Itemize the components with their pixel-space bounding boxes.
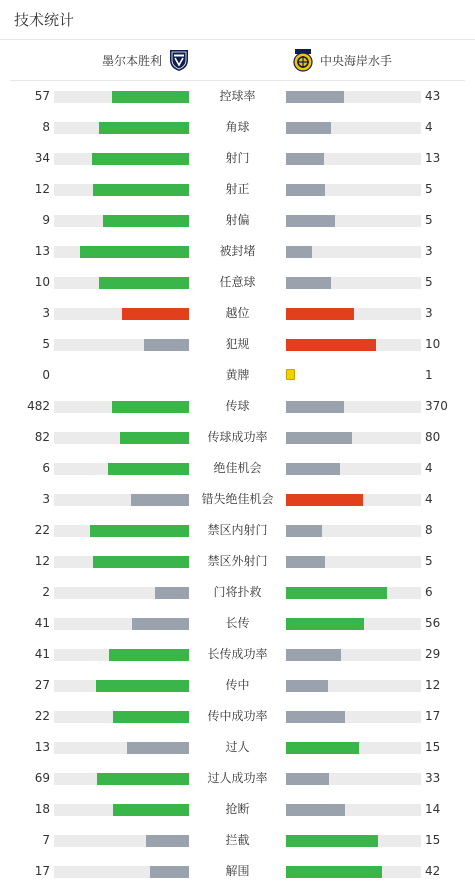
home-bar-fill bbox=[96, 680, 189, 692]
away-bar-fill bbox=[286, 184, 325, 196]
stat-label: 门将扑救 bbox=[213, 585, 262, 599]
away-bar-fill bbox=[286, 835, 378, 847]
home-bar-fill bbox=[112, 91, 189, 103]
away-bar-track bbox=[286, 339, 421, 351]
away-bar-track bbox=[286, 246, 421, 258]
stat-label: 任意球 bbox=[219, 275, 256, 289]
away-bar-track bbox=[286, 649, 421, 661]
stat-row bbox=[0, 329, 475, 360]
home-value: 27 bbox=[34, 678, 50, 692]
home-bar-fill bbox=[103, 215, 189, 227]
stat-row bbox=[0, 267, 475, 298]
stat-label: 角球 bbox=[225, 120, 250, 134]
home-bar-track bbox=[54, 277, 189, 289]
home-bar-fill bbox=[132, 618, 189, 630]
stat-label: 拦截 bbox=[225, 833, 250, 847]
home-bar-fill bbox=[127, 742, 189, 754]
away-value: 4 bbox=[425, 120, 433, 134]
away-value: 33 bbox=[425, 771, 441, 785]
home-bar-fill bbox=[146, 835, 189, 847]
stat-label: 越位 bbox=[225, 306, 250, 320]
away-bar-track bbox=[286, 680, 421, 692]
central-coast-mariners-logo-icon bbox=[292, 48, 314, 72]
away-value: 5 bbox=[425, 213, 433, 227]
away-bar-fill bbox=[286, 215, 335, 227]
away-bar-fill bbox=[286, 804, 345, 816]
home-bar-track bbox=[54, 866, 189, 878]
stat-row bbox=[0, 546, 475, 577]
home-bar-fill bbox=[112, 401, 189, 413]
home-bar-fill bbox=[90, 525, 189, 537]
away-value: 5 bbox=[425, 554, 433, 568]
away-value: 17 bbox=[425, 709, 441, 723]
home-value: 13 bbox=[34, 244, 50, 258]
away-bar-track bbox=[286, 587, 421, 599]
home-bar-track bbox=[54, 587, 189, 599]
stat-label: 长传 bbox=[225, 616, 250, 630]
home-bar-track bbox=[54, 215, 189, 227]
away-value: 4 bbox=[425, 461, 433, 475]
away-value: 3 bbox=[425, 244, 433, 258]
home-bar-fill bbox=[109, 649, 189, 661]
home-team-name: 墨尔本胜利 bbox=[102, 53, 163, 68]
away-value: 12 bbox=[425, 678, 441, 692]
home-bar-track bbox=[54, 401, 189, 413]
stat-row bbox=[0, 422, 475, 453]
home-value: 82 bbox=[34, 430, 50, 444]
home-bar-track bbox=[54, 742, 189, 754]
away-value: 10 bbox=[425, 337, 441, 351]
home-bar-track bbox=[54, 835, 189, 847]
stat-label: 错失绝佳机会 bbox=[201, 492, 274, 506]
away-bar-track bbox=[286, 308, 421, 320]
home-bar-track bbox=[54, 463, 189, 475]
stat-row bbox=[0, 484, 475, 515]
away-bar-fill bbox=[286, 463, 340, 475]
home-bar-track bbox=[54, 525, 189, 537]
stat-label: 犯规 bbox=[225, 337, 250, 351]
away-bar-fill bbox=[286, 246, 312, 258]
stat-label: 过人成功率 bbox=[207, 771, 268, 785]
stat-label: 禁区外射门 bbox=[207, 554, 268, 568]
home-value: 10 bbox=[34, 275, 50, 289]
away-bar-fill bbox=[286, 122, 331, 134]
home-value: 18 bbox=[34, 802, 50, 816]
melbourne-victory-logo-icon bbox=[168, 48, 190, 72]
stat-label: 禁区内射门 bbox=[207, 523, 268, 537]
stat-label: 被封堵 bbox=[219, 244, 256, 258]
home-value: 3 bbox=[42, 492, 50, 506]
stat-label: 传球成功率 bbox=[207, 430, 268, 444]
home-value: 0 bbox=[42, 368, 50, 382]
home-bar-track bbox=[54, 711, 189, 723]
stat-row bbox=[0, 794, 475, 825]
home-bar-fill bbox=[99, 122, 189, 134]
away-bar-track bbox=[286, 618, 421, 630]
stat-label: 绝佳机会 bbox=[213, 461, 262, 475]
away-bar-track bbox=[286, 556, 421, 568]
home-bar-track bbox=[54, 122, 189, 134]
away-bar-fill bbox=[286, 680, 328, 692]
away-value: 13 bbox=[425, 151, 441, 165]
yellow-card-icon bbox=[286, 369, 295, 380]
stat-row bbox=[0, 856, 475, 887]
away-bar-fill bbox=[286, 649, 341, 661]
home-value: 13 bbox=[34, 740, 50, 754]
home-bar-track bbox=[54, 432, 189, 444]
away-bar-track bbox=[286, 773, 421, 785]
home-value: 41 bbox=[34, 616, 50, 630]
away-value: 80 bbox=[425, 430, 441, 444]
home-bar-track bbox=[54, 339, 189, 351]
teams-header bbox=[10, 40, 465, 81]
home-bar-fill bbox=[93, 556, 189, 568]
page-title: 技术统计 bbox=[14, 11, 75, 29]
away-bar-track bbox=[286, 122, 421, 134]
stat-row bbox=[0, 112, 475, 143]
stat-row bbox=[0, 174, 475, 205]
stat-row bbox=[0, 236, 475, 267]
home-value: 482 bbox=[27, 399, 50, 413]
home-bar-track bbox=[54, 246, 189, 258]
stat-label: 解围 bbox=[225, 864, 250, 878]
home-value: 6 bbox=[42, 461, 50, 475]
away-value: 3 bbox=[425, 306, 433, 320]
stat-row bbox=[0, 81, 475, 112]
away-bar-fill bbox=[286, 401, 344, 413]
away-bar-fill bbox=[286, 742, 359, 754]
away-bar-track bbox=[286, 153, 421, 165]
stat-label: 传中成功率 bbox=[207, 709, 268, 723]
stat-row bbox=[0, 205, 475, 236]
away-value: 15 bbox=[425, 833, 441, 847]
stat-label: 射偏 bbox=[225, 213, 250, 227]
stat-label: 黄牌 bbox=[225, 368, 250, 382]
away-bar-fill bbox=[286, 91, 344, 103]
away-bar-track bbox=[286, 215, 421, 227]
stat-label: 射正 bbox=[225, 182, 250, 196]
home-bar-track bbox=[54, 680, 189, 692]
away-bar-track bbox=[286, 866, 421, 878]
home-bar-track bbox=[54, 773, 189, 785]
stat-row bbox=[0, 732, 475, 763]
home-bar-track bbox=[54, 804, 189, 816]
home-value: 9 bbox=[42, 213, 50, 227]
home-bar-fill bbox=[80, 246, 189, 258]
home-bar-fill bbox=[93, 184, 189, 196]
away-value: 56 bbox=[425, 616, 441, 630]
away-bar-track bbox=[286, 184, 421, 196]
home-value: 3 bbox=[42, 306, 50, 320]
away-bar-fill bbox=[286, 308, 354, 320]
away-value: 8 bbox=[425, 523, 433, 537]
away-bar-track bbox=[286, 742, 421, 754]
stat-row bbox=[0, 825, 475, 856]
home-bar-track bbox=[54, 308, 189, 320]
home-value: 22 bbox=[34, 523, 50, 537]
home-bar-fill bbox=[155, 587, 189, 599]
home-bar-track bbox=[54, 618, 189, 630]
home-bar-fill bbox=[97, 773, 189, 785]
stat-row bbox=[0, 763, 475, 794]
stat-row bbox=[0, 391, 475, 422]
home-bar-track bbox=[54, 91, 189, 103]
away-bar-fill bbox=[286, 773, 329, 785]
stat-label: 过人 bbox=[225, 740, 250, 754]
home-bar-fill bbox=[99, 277, 189, 289]
away-value: 370 bbox=[425, 399, 448, 413]
stat-row bbox=[0, 515, 475, 546]
away-value: 29 bbox=[425, 647, 441, 661]
home-bar-fill bbox=[144, 339, 189, 351]
away-bar-track bbox=[286, 525, 421, 537]
home-bar-fill bbox=[92, 153, 189, 165]
stat-label: 控球率 bbox=[219, 89, 256, 103]
away-bar-fill bbox=[286, 339, 376, 351]
away-value: 5 bbox=[425, 275, 433, 289]
away-team[interactable] bbox=[292, 48, 392, 72]
home-bar-fill bbox=[150, 866, 189, 878]
home-value: 57 bbox=[34, 89, 50, 103]
stat-row bbox=[0, 298, 475, 329]
home-bar-track bbox=[54, 649, 189, 661]
stat-label: 长传成功率 bbox=[207, 647, 268, 661]
stat-label: 射门 bbox=[225, 151, 250, 165]
away-bar-track bbox=[286, 711, 421, 723]
stat-row bbox=[0, 577, 475, 608]
stat-row bbox=[0, 639, 475, 670]
away-value: 1 bbox=[425, 368, 433, 382]
away-bar-track bbox=[286, 804, 421, 816]
away-value: 42 bbox=[425, 864, 441, 878]
home-value: 12 bbox=[34, 554, 50, 568]
home-bar-fill bbox=[113, 804, 189, 816]
home-team[interactable] bbox=[102, 48, 190, 72]
away-value: 5 bbox=[425, 182, 433, 196]
home-bar-track bbox=[54, 153, 189, 165]
stat-label: 抢断 bbox=[225, 802, 250, 816]
stat-label: 传中 bbox=[225, 678, 250, 692]
stat-row bbox=[0, 453, 475, 484]
away-value: 15 bbox=[425, 740, 441, 754]
away-bar-track bbox=[286, 835, 421, 847]
home-bar-fill bbox=[113, 711, 189, 723]
stat-row bbox=[0, 608, 475, 639]
away-bar-track bbox=[286, 91, 421, 103]
stat-row bbox=[0, 670, 475, 701]
away-value: 43 bbox=[425, 89, 441, 103]
home-bar-fill bbox=[131, 494, 189, 506]
home-value: 17 bbox=[34, 864, 50, 878]
home-bar-track bbox=[54, 184, 189, 196]
home-value: 2 bbox=[42, 585, 50, 599]
away-value: 4 bbox=[425, 492, 433, 506]
away-bar-fill bbox=[286, 525, 322, 537]
away-bar-fill bbox=[286, 432, 352, 444]
home-bar-track bbox=[54, 556, 189, 568]
home-bar-fill bbox=[122, 308, 190, 320]
away-bar-track bbox=[286, 463, 421, 475]
away-bar-fill bbox=[286, 866, 382, 878]
away-value: 14 bbox=[425, 802, 441, 816]
away-value: 6 bbox=[425, 585, 433, 599]
home-value: 22 bbox=[34, 709, 50, 723]
away-bar-fill bbox=[286, 556, 325, 568]
stat-row bbox=[0, 360, 475, 391]
away-bar-fill bbox=[286, 153, 324, 165]
home-value: 41 bbox=[34, 647, 50, 661]
home-bar-fill bbox=[120, 432, 189, 444]
home-bar-track bbox=[54, 494, 189, 506]
away-bar-track bbox=[286, 401, 421, 413]
away-bar-fill bbox=[286, 587, 387, 599]
home-bar-fill bbox=[108, 463, 189, 475]
away-bar-track bbox=[286, 277, 421, 289]
away-bar-fill bbox=[286, 618, 364, 630]
home-value: 8 bbox=[42, 120, 50, 134]
stats-list bbox=[0, 81, 475, 887]
header bbox=[0, 0, 475, 40]
home-value: 5 bbox=[42, 337, 50, 351]
away-bar-fill bbox=[286, 711, 345, 723]
home-value: 7 bbox=[42, 833, 50, 847]
away-bar-track bbox=[286, 432, 421, 444]
home-value: 69 bbox=[34, 771, 50, 785]
stat-row bbox=[0, 701, 475, 732]
stat-label: 传球 bbox=[225, 399, 250, 413]
away-bar-track bbox=[286, 494, 421, 506]
away-bar-fill bbox=[286, 494, 363, 506]
away-team-name: 中央海岸水手 bbox=[320, 53, 393, 68]
home-value: 34 bbox=[34, 151, 50, 165]
stat-row bbox=[0, 143, 475, 174]
away-bar-fill bbox=[286, 277, 331, 289]
home-value: 12 bbox=[34, 182, 50, 196]
